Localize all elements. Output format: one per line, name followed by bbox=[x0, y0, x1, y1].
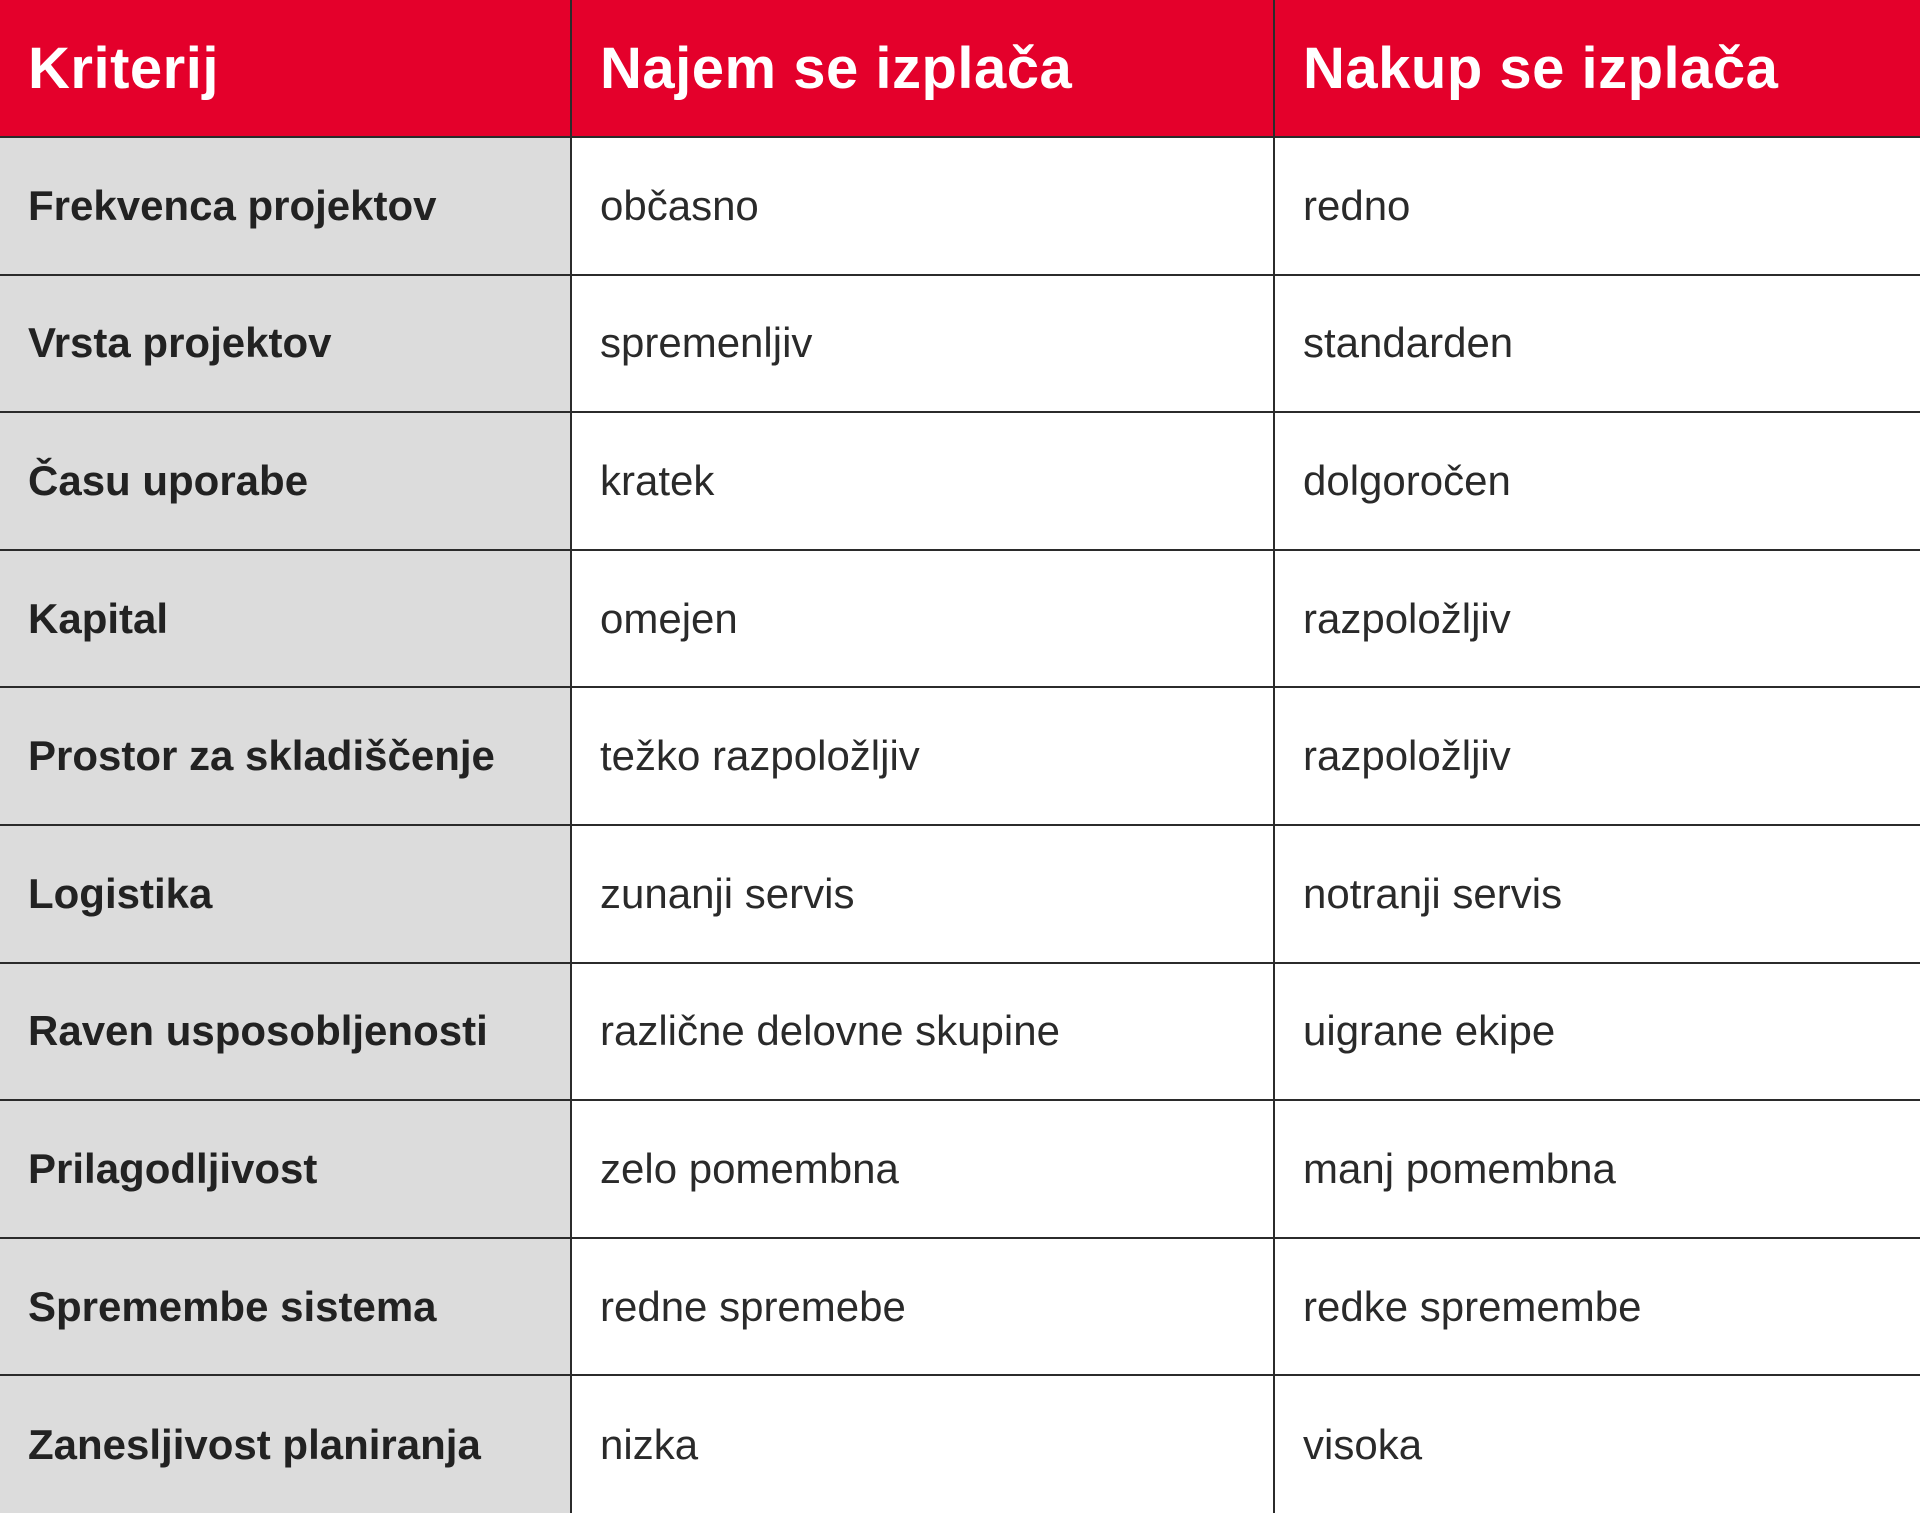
criterion-cell: Frekvenca projektov bbox=[0, 137, 571, 275]
table-row bbox=[0, 137, 1920, 275]
table-row bbox=[0, 825, 1920, 963]
header-buy: Nakup se izplača bbox=[1274, 0, 1920, 137]
rent-cell: različne delovne skupine bbox=[571, 963, 1274, 1101]
table-row bbox=[0, 1238, 1920, 1376]
header-rent: Najem se izplača bbox=[571, 0, 1274, 137]
rent-cell: spremenljiv bbox=[571, 275, 1274, 413]
rent-cell: nizka bbox=[571, 1375, 1274, 1513]
rent-cell: omejen bbox=[571, 550, 1274, 688]
criterion-cell: Vrsta projektov bbox=[0, 275, 571, 413]
header-row bbox=[0, 0, 1920, 137]
criterion-cell: Zanesljivost planiranja bbox=[0, 1375, 571, 1513]
criterion-cell: Spremembe sistema bbox=[0, 1238, 571, 1376]
criterion-cell: Prostor za skladiščenje bbox=[0, 687, 571, 825]
header-criterion: Kriterij bbox=[0, 0, 571, 137]
criterion-cell: Raven usposobljenosti bbox=[0, 963, 571, 1101]
criterion-cell: Času uporabe bbox=[0, 412, 571, 550]
buy-cell: razpoložljiv bbox=[1274, 687, 1920, 825]
criterion-cell: Logistika bbox=[0, 825, 571, 963]
table-row bbox=[0, 1375, 1920, 1513]
table-row bbox=[0, 687, 1920, 825]
buy-cell: razpoložljiv bbox=[1274, 550, 1920, 688]
table-row bbox=[0, 550, 1920, 688]
table-header bbox=[0, 0, 1920, 137]
buy-cell: redno bbox=[1274, 137, 1920, 275]
criterion-cell: Prilagodljivost bbox=[0, 1100, 571, 1238]
rent-cell: zelo pomembna bbox=[571, 1100, 1274, 1238]
rent-cell: občasno bbox=[571, 137, 1274, 275]
table-row bbox=[0, 412, 1920, 550]
rent-cell: težko razpoložljiv bbox=[571, 687, 1274, 825]
buy-cell: visoka bbox=[1274, 1375, 1920, 1513]
table-row bbox=[0, 963, 1920, 1101]
buy-cell: notranji servis bbox=[1274, 825, 1920, 963]
buy-cell: redke spremembe bbox=[1274, 1238, 1920, 1376]
buy-cell: standarden bbox=[1274, 275, 1920, 413]
buy-cell: uigrane ekipe bbox=[1274, 963, 1920, 1101]
rent-cell: zunanji servis bbox=[571, 825, 1274, 963]
rent-cell: redne spremebe bbox=[571, 1238, 1274, 1376]
rent-cell: kratek bbox=[571, 412, 1274, 550]
table-row bbox=[0, 1100, 1920, 1238]
buy-cell: dolgoročen bbox=[1274, 412, 1920, 550]
criterion-cell: Kapital bbox=[0, 550, 571, 688]
buy-cell: manj pomembna bbox=[1274, 1100, 1920, 1238]
table-body bbox=[0, 137, 1920, 1513]
table-row bbox=[0, 275, 1920, 413]
